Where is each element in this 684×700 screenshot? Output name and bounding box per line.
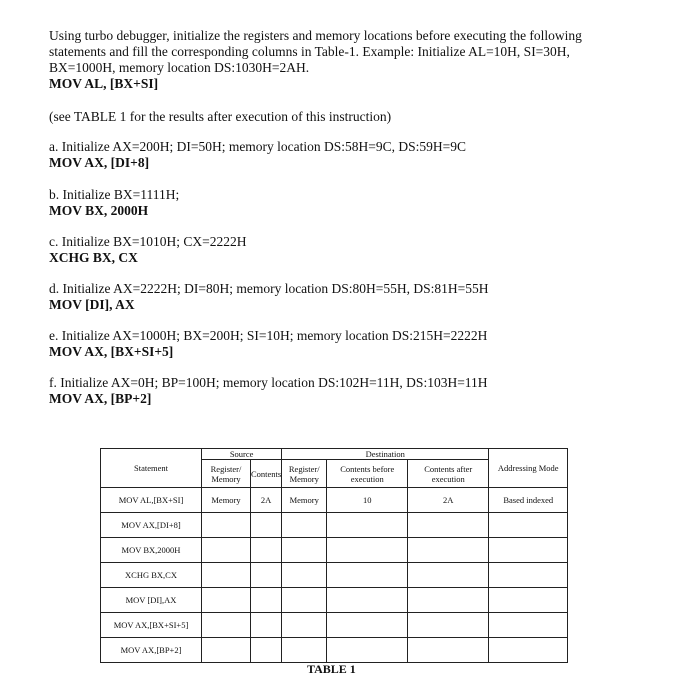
addressing-mode-cell: Based indexed	[489, 488, 568, 513]
statement-cell: MOV AL,[BX+SI]	[101, 488, 202, 513]
table-row	[101, 513, 568, 538]
exercise-c	[49, 234, 639, 266]
dest-reg-mem-cell	[282, 513, 327, 538]
contents-after-cell: 2A	[408, 488, 489, 513]
exercise-text: e. Initialize AX=1000H; BX=200H; SI=10H; memory location DS:215H=2222H	[49, 328, 488, 343]
dest-reg-mem-cell	[282, 638, 327, 663]
source-reg-mem-cell	[202, 513, 251, 538]
contents-before-cell	[327, 588, 408, 613]
contents-before-cell	[327, 638, 408, 663]
dest-reg-mem-cell	[282, 613, 327, 638]
statement-cell: MOV AX,[DI+8]	[101, 513, 202, 538]
addressing-mode-cell	[489, 638, 568, 663]
statement-cell: MOV AX,[BP+2]	[101, 638, 202, 663]
addressing-mode-cell	[489, 538, 568, 563]
header-dest-reg-mem: Register/ Memory	[282, 460, 327, 488]
dest-reg-mem-cell	[282, 538, 327, 563]
header-statement: Statement	[101, 449, 202, 488]
statement-cell: MOV [DI],AX	[101, 588, 202, 613]
source-reg-mem-cell	[202, 638, 251, 663]
exercise-e	[49, 328, 639, 360]
table-header-row-1	[101, 449, 568, 460]
contents-after-cell	[408, 563, 489, 588]
source-reg-mem-cell	[202, 538, 251, 563]
addressing-mode-cell	[489, 563, 568, 588]
intro-code: MOV AL, [BX+SI]	[49, 76, 159, 91]
table-row	[101, 588, 568, 613]
contents-after-cell	[408, 613, 489, 638]
contents-before-cell	[327, 513, 408, 538]
header-addressing-mode: Addressing Mode	[489, 449, 568, 488]
header-destination: Destination	[282, 449, 489, 460]
exercise-code: MOV AX, [BX+SI+5]	[49, 344, 174, 359]
exercise-code: MOV AX, [DI+8]	[49, 155, 150, 170]
dest-reg-mem-cell	[282, 588, 327, 613]
addressing-mode-cell	[489, 613, 568, 638]
exercise-text: a. Initialize AX=200H; DI=50H; memory location DS:58H=9C, DS:59H=9C	[49, 139, 467, 154]
statement-cell: XCHG BX,CX	[101, 563, 202, 588]
exercise-text: d. Initialize AX=2222H; DI=80H; memory location DS:80H=55H, DS:81H=55H	[49, 281, 489, 296]
source-reg-mem-cell: Memory	[202, 488, 251, 513]
exercise-text: b. Initialize BX=1111H;	[49, 187, 180, 202]
exercise-code: MOV [DI], AX	[49, 297, 135, 312]
statement-cell: MOV BX,2000H	[101, 538, 202, 563]
exercise-text: f. Initialize AX=0H; BP=100H; memory location DS:102H=11H, DS:103H=11H	[49, 375, 488, 390]
contents-before-cell: 10	[327, 488, 408, 513]
exercise-d	[49, 281, 639, 313]
table-note	[49, 109, 639, 125]
header-contents-after: Contents after execution	[408, 460, 489, 488]
source-contents-cell	[251, 538, 282, 563]
exercise-text: c. Initialize BX=1010H; CX=2222H	[49, 234, 247, 249]
contents-after-cell	[408, 513, 489, 538]
source-contents-cell	[251, 513, 282, 538]
header-contents-before: Contents before execution	[327, 460, 408, 488]
source-contents-cell	[251, 613, 282, 638]
exercise-b	[49, 187, 639, 219]
table-caption: TABLE 1	[307, 662, 356, 676]
intro-block	[49, 28, 639, 92]
table-row	[101, 563, 568, 588]
dest-reg-mem-cell	[282, 563, 327, 588]
dest-reg-mem-cell: Memory	[282, 488, 327, 513]
contents-before-cell	[327, 563, 408, 588]
source-contents-cell	[251, 588, 282, 613]
source-contents-cell	[251, 638, 282, 663]
header-source-contents: Contents	[251, 460, 282, 488]
exercise-a	[49, 139, 639, 171]
intro-line-1: Using turbo debugger, initialize the registers and memory locations before executing the following	[49, 28, 582, 43]
intro-line-3: BX=1000H, memory location DS:1030H=2AH.	[49, 60, 310, 75]
statement-cell: MOV AX,[BX+SI+5]	[101, 613, 202, 638]
contents-after-cell	[408, 538, 489, 563]
source-contents-cell	[251, 563, 282, 588]
header-source-reg-mem: Register/ Memory	[202, 460, 251, 488]
table-row	[101, 638, 568, 663]
note-text: (see TABLE 1 for the results after execution of this instruction)	[49, 109, 392, 124]
addressing-mode-cell	[489, 588, 568, 613]
source-reg-mem-cell	[202, 588, 251, 613]
results-table	[100, 448, 568, 663]
exercise-f	[49, 375, 639, 407]
addressing-mode-cell	[489, 513, 568, 538]
contents-after-cell	[408, 638, 489, 663]
source-reg-mem-cell	[202, 613, 251, 638]
source-contents-cell: 2A	[251, 488, 282, 513]
table-row	[101, 488, 568, 513]
exercise-code: MOV AX, [BP+2]	[49, 391, 152, 406]
source-reg-mem-cell	[202, 563, 251, 588]
table-row	[101, 613, 568, 638]
exercise-code: MOV BX, 2000H	[49, 203, 149, 218]
exercise-code: XCHG BX, CX	[49, 250, 138, 265]
header-source: Source	[202, 449, 282, 460]
table-row	[101, 538, 568, 563]
contents-after-cell	[408, 588, 489, 613]
contents-before-cell	[327, 538, 408, 563]
intro-line-2: statements and fill the corresponding columns in Table-1. Example: Initialize AL=10H, SI=30H,	[49, 44, 570, 59]
contents-before-cell	[327, 613, 408, 638]
